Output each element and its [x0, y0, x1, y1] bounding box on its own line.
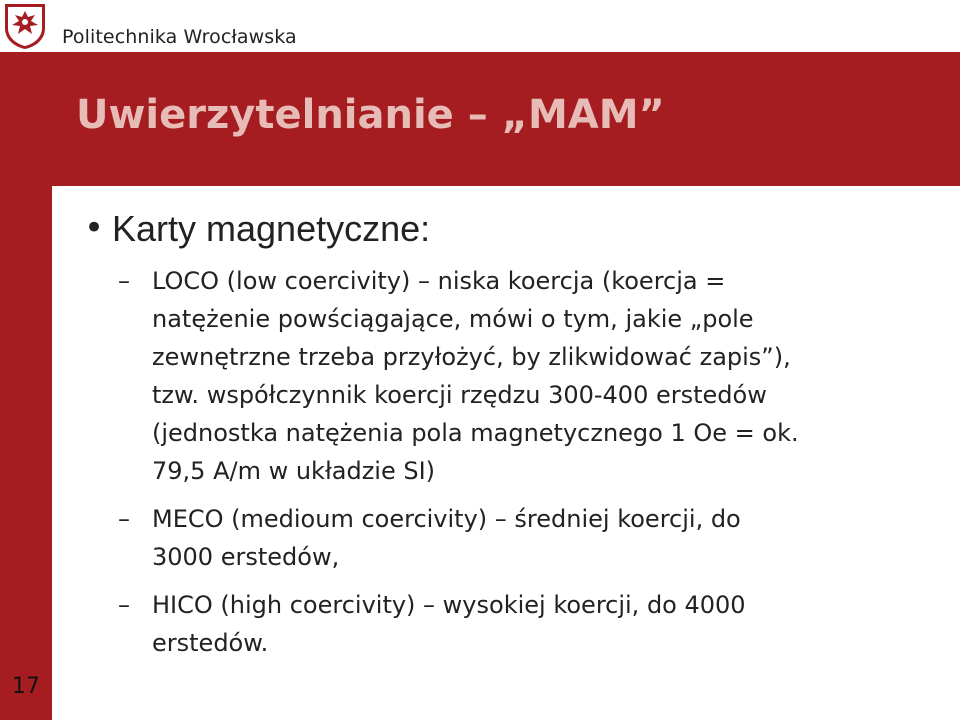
- item-line: tzw. współczynnik koercji rzędzu 300-400 erstedów: [152, 381, 767, 409]
- item-line: (jednostka natężenia pola magnetycznego 1 Oe = ok.: [152, 419, 799, 447]
- item-line: 3000 erstedów,: [152, 543, 340, 571]
- item-line: erstedów.: [152, 629, 269, 657]
- bullet-heading: Karty magnetyczne:: [112, 208, 431, 249]
- item-line: LOCO (low coercivity) – niska koercja (koercja =: [152, 267, 726, 295]
- university-crest-icon: [2, 2, 48, 50]
- item-line: zewnętrzne trzeba przyłożyć, by zlikwidować zapis”),: [152, 343, 791, 371]
- item-line: 79,5 A/m w układzie SI): [152, 457, 436, 485]
- item-line: MECO (mediοum coercivity) – średniej koercji, do: [152, 505, 741, 533]
- top-bar: [0, 0, 960, 52]
- item-line: natężenie powściągające, mówi o tym, jakie „pole: [152, 305, 754, 333]
- left-accent-strip: [0, 52, 52, 720]
- item-dash: –: [118, 267, 130, 295]
- item-line: HICO (high coercivity) – wysokiej koercji, do 4000: [152, 591, 746, 619]
- item-dash: –: [118, 591, 130, 619]
- item-dash: –: [118, 505, 130, 533]
- page-number: 17: [12, 674, 40, 699]
- institution-name: Politechnika Wrocławska: [62, 26, 297, 48]
- bullet-dot: •: [84, 208, 105, 248]
- slide-title: Uwierzytelnianie – „MAM”: [76, 92, 665, 138]
